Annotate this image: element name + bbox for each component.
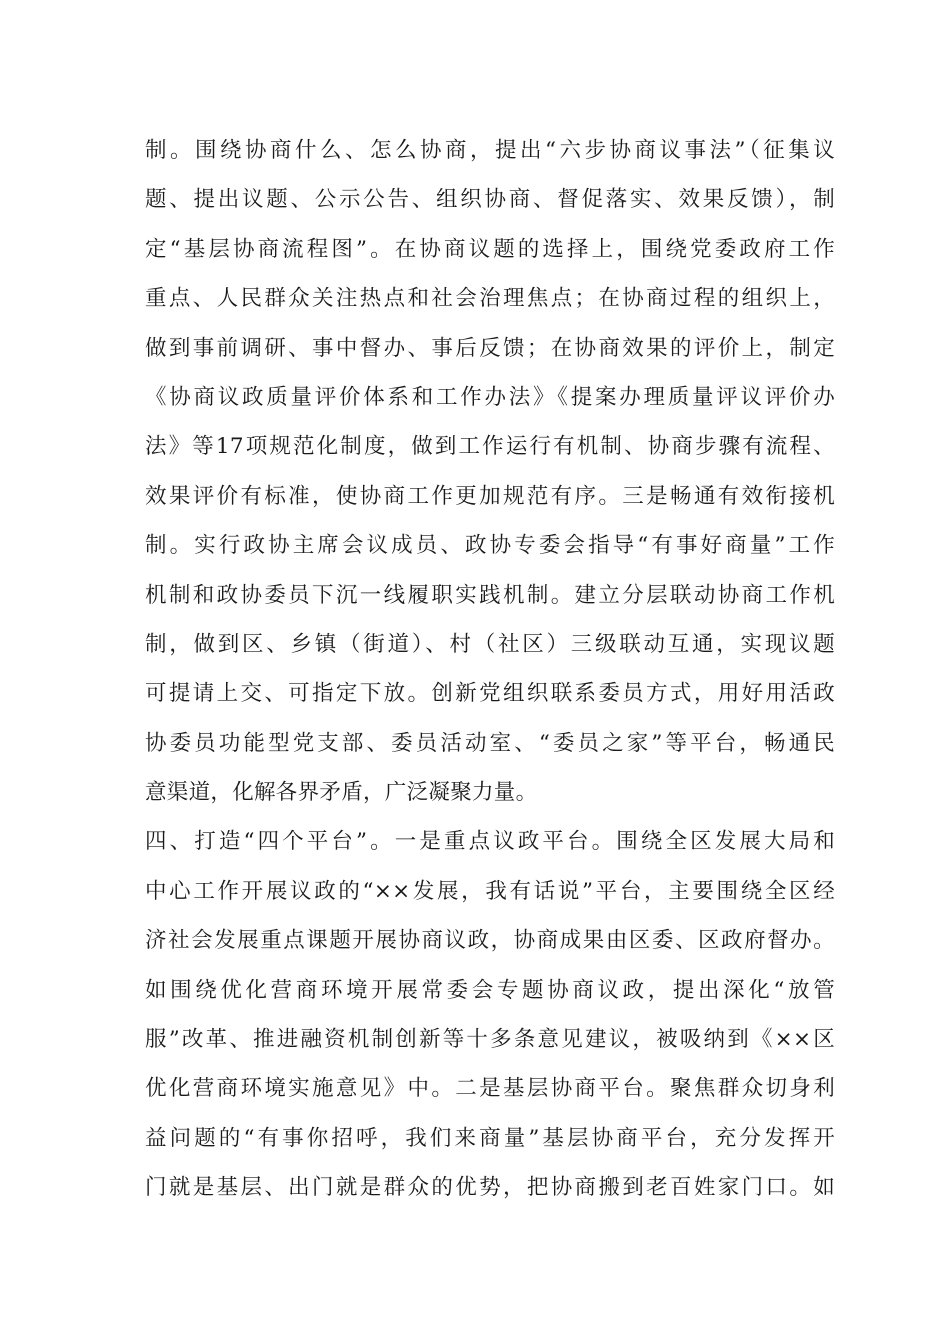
text-line: 题、提出议题、公示公告、组织协商、督促落实、效果反馈），制	[145, 187, 835, 213]
text-line: 门就是基层、出门就是群众的优势，把协商搬到老百姓家门口。如	[145, 1175, 835, 1201]
text-line: 制，做到区、乡镇（街道）、村（社区）三级联动互通，实现议题	[145, 631, 835, 657]
text-line: 制。实行政协主席会议成员、政协专委会指导“有事好商量”工作	[145, 533, 835, 559]
text-line: 优化营商环境实施意见》中。二是基层协商平台。聚焦群众切身利	[145, 1076, 835, 1102]
text-line: 重点、人民群众关注热点和社会治理焦点；在协商过程的组织上，	[145, 286, 835, 312]
text-line: 中心工作开展议政的“××发展，我有话说”平台，主要围绕全区经	[145, 878, 835, 904]
text-line: 济社会发展重点课题开展协商议政，协商成果由区委、区政府督办。	[145, 928, 835, 954]
section-heading-line: 四、打造“四个平台”。一是重点议政平台。围绕全区发展大局和	[145, 829, 835, 855]
text-line: 协委员功能型党支部、委员活动室、“委员之家”等平台，畅通民	[145, 730, 835, 756]
text-line: 《协商议政质量评价体系和工作办法》《提案办理质量评议评价办	[145, 384, 835, 410]
text-line: 法》等17项规范化制度，做到工作运行有机制、协商步骤有流程、	[145, 434, 835, 460]
text-line: 机制和政协委员下沉一线履职实践机制。建立分层联动协商工作机	[145, 582, 835, 608]
text-line: 服”改革、推进融资机制创新等十多条意见建议，被吸纳到《××区	[145, 1027, 835, 1053]
text-line: 制。围绕协商什么、怎么协商，提出“六步协商议事法”（征集议	[145, 138, 835, 163]
text-line: 可提请上交、可指定下放。创新党组织联系委员方式，用好用活政	[145, 681, 835, 707]
body-text	[145, 126, 835, 1213]
text-line: 益问题的“有事你招呼，我们来商量”基层协商平台，充分发挥开	[145, 1125, 835, 1151]
text-line: 定“基层协商流程图”。在协商议题的选择上，围绕党委政府工作	[145, 236, 835, 262]
paragraph-end-line: 意渠道，化解各界矛盾，广泛凝聚力量。	[145, 780, 538, 806]
text-line: 做到事前调研、事中督办、事后反馈；在协商效果的评价上，制定	[145, 335, 835, 361]
text-line: 如围绕优化营商环境开展常委会专题协商议政，提出深化“放管	[145, 977, 835, 1003]
text-line: 效果评价有标准，使协商工作更加规范有序。三是畅通有效衔接机	[145, 483, 835, 509]
